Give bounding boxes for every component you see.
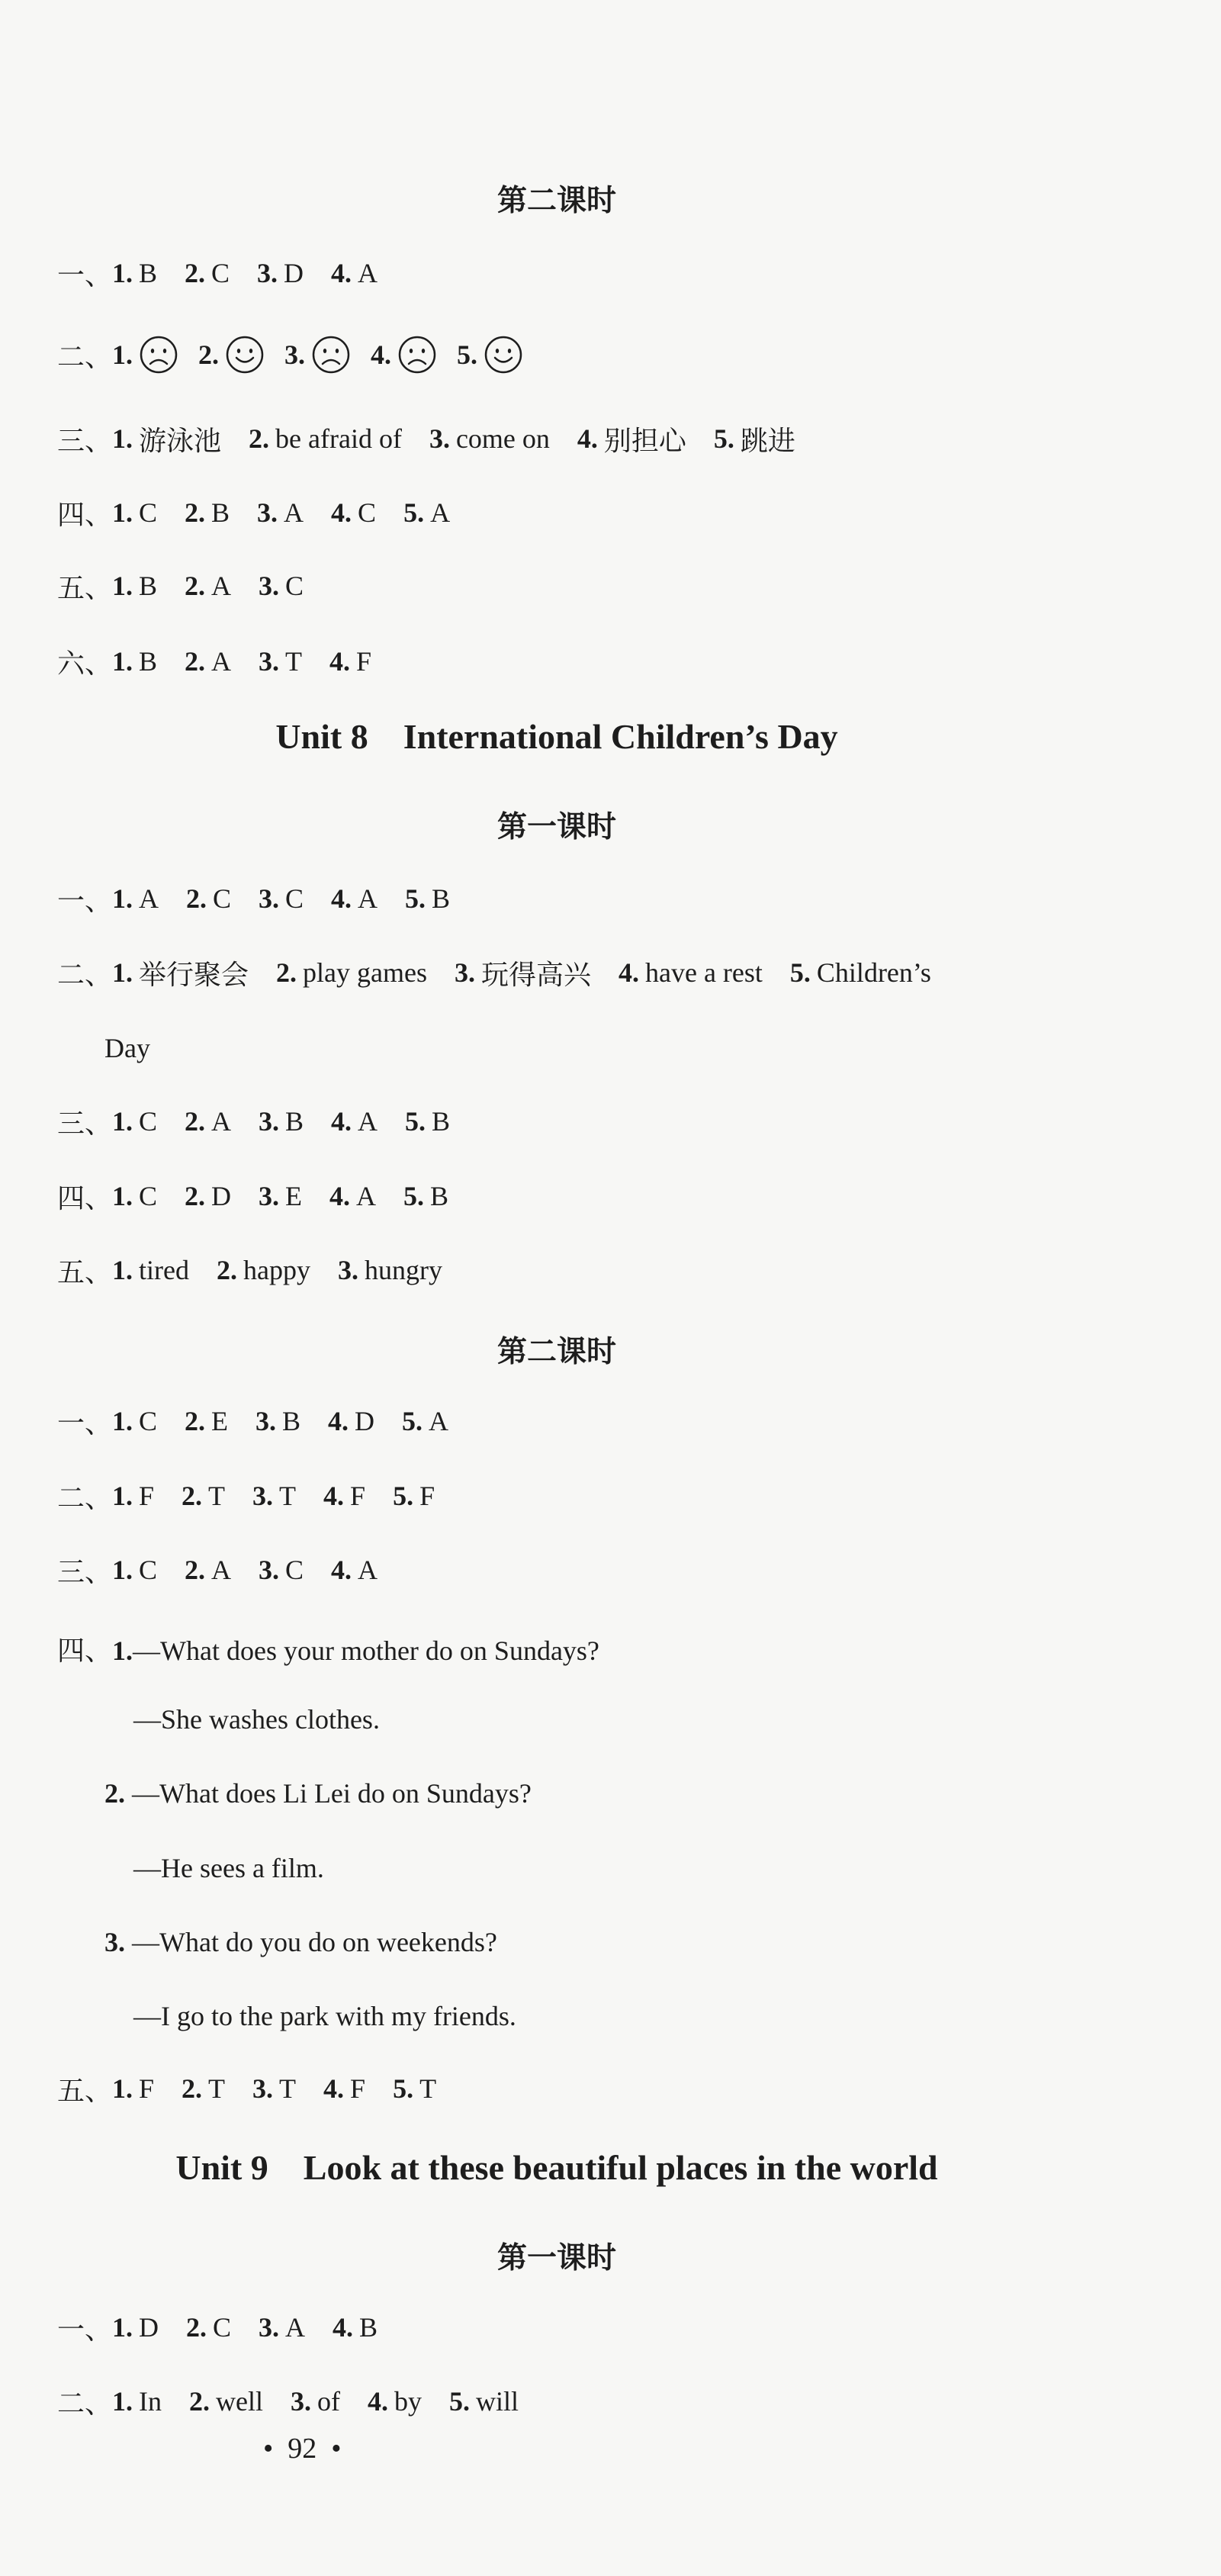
dialog-number: 1.: [112, 1635, 133, 1666]
item-answer: be afraid of: [275, 423, 402, 454]
item-number: 1.: [112, 1106, 133, 1137]
answer-item: [371, 335, 437, 375]
answer-line: [57, 1251, 442, 1289]
item-answer: A: [430, 497, 451, 528]
item-answer: A: [358, 258, 378, 288]
item-number: 4.: [328, 1406, 349, 1436]
item-number: 5.: [405, 1106, 426, 1137]
answer-item: [331, 1554, 378, 1586]
question-prefix: 一、: [57, 2314, 113, 2345]
item-number: 5.: [393, 1481, 414, 1511]
answer-item: [259, 2311, 305, 2343]
item-number: 2.: [182, 1481, 203, 1511]
lesson-heading: 第一课时: [496, 811, 616, 844]
item-number: 2.: [217, 1255, 237, 1285]
item-number: 3.: [257, 497, 278, 528]
page-number: • 92 •: [263, 2433, 342, 2465]
item-answer: B: [430, 1181, 449, 1211]
item-number: 1.: [112, 1406, 133, 1436]
item-answer: B: [432, 1106, 451, 1137]
item-number: 3.: [259, 1181, 280, 1211]
answer-item: [368, 2385, 422, 2417]
item-answer: hungry: [364, 1255, 442, 1285]
item-number: 2.: [185, 497, 206, 528]
answer-item: [112, 1554, 157, 1586]
item-answer: A: [429, 1406, 449, 1436]
item-number: 5.: [457, 339, 478, 370]
item-answer: T: [279, 1481, 297, 1511]
answer-item: [323, 1480, 365, 1512]
answer-item: [112, 257, 157, 289]
answer-continuation: Day: [104, 1033, 150, 1063]
item-answer: A: [356, 1181, 377, 1211]
item-answer: T: [208, 2073, 226, 2104]
answer-line: [57, 567, 304, 605]
item-number: 4.: [371, 339, 392, 370]
item-number: 3.: [284, 339, 306, 370]
answer-item: [186, 2311, 231, 2343]
item-number: 2.: [185, 1106, 206, 1137]
answer-item: [284, 335, 351, 375]
answer-item: [185, 570, 231, 602]
answer-item: [257, 497, 304, 529]
item-answer: D: [355, 1406, 375, 1436]
answer-item: [185, 1405, 228, 1437]
item-number: 4.: [331, 258, 352, 288]
face-answer-line: [57, 336, 543, 374]
answer-item: [259, 1180, 302, 1212]
answer-item: [112, 1254, 189, 1286]
question-prefix: 一、: [57, 885, 113, 916]
question-prefix: 一、: [57, 1407, 113, 1439]
item-answer: well: [216, 2386, 263, 2417]
item-answer: F: [419, 1481, 435, 1511]
item-number: 4.: [577, 423, 598, 454]
item-answer: C: [139, 1106, 158, 1137]
face-items: [112, 335, 543, 375]
answer-item: [291, 2385, 340, 2417]
answer-item: [182, 2073, 225, 2105]
question-prefix: 二、: [57, 959, 113, 990]
item-number: 3.: [257, 258, 278, 288]
item-answer: C: [139, 1181, 158, 1211]
answer-item: [189, 2385, 263, 2417]
item-answer: C: [139, 1555, 158, 1585]
item-number: 3.: [429, 423, 450, 454]
item-answer: C: [211, 258, 230, 288]
answer-item: [393, 2073, 436, 2105]
item-answer: B: [211, 497, 230, 528]
item-answer: F: [350, 1481, 366, 1511]
answer-line: [57, 1102, 450, 1140]
dialog-question: —What do you do on weekends?: [132, 1927, 497, 1957]
item-number: 3.: [259, 1555, 280, 1585]
item-number: 2.: [276, 957, 297, 988]
answer-item: [112, 1180, 157, 1212]
item-number: 4.: [368, 2386, 388, 2417]
item-number: 3.: [259, 883, 280, 914]
item-number: 2.: [198, 339, 220, 370]
item-number: 3.: [252, 2073, 274, 2104]
answer-item: [185, 645, 231, 677]
item-number: 2.: [185, 258, 206, 288]
item-number: 1.: [112, 339, 133, 370]
item-number: 4.: [333, 2312, 354, 2343]
answer-item: [323, 2073, 365, 2105]
dialog-answer: —She washes clothes.: [133, 1704, 380, 1735]
item-answer: Children’s: [816, 957, 931, 988]
answer-item: [257, 257, 304, 289]
item-number: 1.: [112, 883, 133, 914]
question-prefix: 三、: [57, 425, 113, 456]
answer-line: [57, 1402, 448, 1440]
item-number: 3.: [337, 1255, 358, 1285]
item-answer: F: [139, 2073, 155, 2104]
answer-line: [57, 954, 931, 992]
answer-item: [198, 335, 265, 375]
answer-item: [405, 883, 450, 915]
question-prefix: 一、: [57, 259, 113, 291]
answer-item: [112, 645, 157, 677]
item-answer: 玩得高兴: [480, 959, 591, 990]
question-prefix: 二、: [57, 1482, 113, 1513]
answer-item: [186, 883, 231, 915]
answer-item: [112, 2385, 162, 2417]
smiley-face-icon: [225, 335, 265, 375]
question-prefix: 三、: [57, 1556, 113, 1587]
sad-face-icon: [311, 335, 351, 375]
answer-line: [57, 2382, 519, 2420]
item-answer: In: [139, 2386, 162, 2417]
item-answer: T: [208, 1481, 226, 1511]
item-answer: C: [139, 497, 158, 528]
item-answer: A: [139, 883, 159, 914]
item-answer: D: [211, 1181, 232, 1211]
item-number: 2.: [185, 571, 206, 601]
answer-line: [57, 420, 795, 458]
unit-title: Unit 8 International Children’s Day: [275, 717, 838, 756]
dialog-line: [57, 1629, 599, 1668]
answer-item: [249, 423, 402, 455]
item-answer: B: [139, 258, 158, 288]
item-number: 1.: [112, 957, 133, 988]
item-number: 5.: [403, 497, 425, 528]
answer-item: [259, 570, 304, 602]
dialog-answer: —I go to the park with my friends.: [133, 2001, 516, 2031]
item-number: 4.: [329, 646, 351, 677]
item-number: 3.: [291, 2386, 311, 2417]
item-number: 5.: [713, 423, 734, 454]
item-number: 2.: [185, 1406, 206, 1436]
answer-item: [112, 883, 159, 915]
item-answer: A: [211, 1106, 232, 1137]
answer-item: [185, 257, 230, 289]
question-prefix: 四、: [57, 1182, 113, 1214]
answer-item: [393, 1480, 435, 1512]
item-number: 1.: [112, 1255, 133, 1285]
item-number: 1.: [112, 1555, 133, 1585]
item-number: 4.: [323, 1481, 345, 1511]
answer-item: [577, 420, 686, 458]
answer-item: [112, 420, 221, 458]
item-number: 3.: [259, 571, 280, 601]
item-answer: B: [139, 646, 158, 677]
item-number: 1.: [112, 1181, 133, 1211]
item-number: 5.: [402, 1406, 423, 1436]
answer-item: [429, 423, 550, 455]
answer-item: [405, 1105, 450, 1137]
item-number: 3.: [255, 1406, 277, 1436]
item-answer: tired: [139, 1255, 189, 1285]
item-answer: C: [139, 1406, 158, 1436]
item-answer: have a rest: [645, 957, 763, 988]
answer-item: [455, 954, 591, 992]
item-answer: B: [139, 571, 158, 601]
item-answer: A: [358, 883, 378, 914]
item-answer: T: [279, 2073, 297, 2104]
answer-item: [255, 1405, 300, 1437]
item-number: 2.: [185, 1555, 206, 1585]
answer-item: [449, 2385, 519, 2417]
answer-line: [57, 254, 378, 292]
item-number: 4.: [323, 2073, 345, 2104]
item-number: 3.: [252, 1481, 274, 1511]
dialog-number: 2.: [104, 1778, 125, 1809]
answer-item: [185, 1554, 231, 1586]
question-prefix: 二、: [57, 2388, 113, 2419]
answer-item: [259, 1105, 304, 1137]
item-answer: A: [358, 1555, 378, 1585]
dialog-line: [104, 1926, 497, 1958]
item-answer: T: [419, 2073, 437, 2104]
answer-item: [331, 257, 378, 289]
answer-line: [57, 1177, 448, 1215]
answer-item: [252, 2073, 296, 2105]
dialog-answer: —He sees a film.: [133, 1853, 324, 1883]
item-answer: 跳进: [740, 425, 795, 456]
item-answer: B: [359, 2312, 378, 2343]
answer-item: [619, 957, 763, 989]
item-number: 3.: [259, 646, 280, 677]
item-answer: C: [213, 2312, 232, 2343]
question-prefix: 四、: [57, 1635, 113, 1666]
item-answer: F: [356, 646, 372, 677]
answer-line: [57, 642, 371, 680]
item-answer: 游泳池: [139, 425, 222, 456]
question-prefix: 二、: [57, 341, 113, 372]
question-prefix: 三、: [57, 1108, 113, 1139]
answer-item: [185, 1105, 231, 1137]
item-answer: A: [211, 646, 232, 677]
answer-item: [333, 2311, 378, 2343]
answer-item: [112, 1105, 157, 1137]
answer-item: [329, 1180, 376, 1212]
item-number: 2.: [249, 423, 270, 454]
item-number: 4.: [619, 957, 639, 988]
item-number: 2.: [189, 2386, 210, 2417]
answer-line: [57, 2308, 378, 2346]
lesson-heading: 第二课时: [496, 185, 616, 217]
answer-item: [217, 1254, 310, 1286]
item-number: 1.: [112, 2073, 133, 2104]
dialog-line: [104, 1777, 532, 1809]
answer-item: [259, 645, 302, 677]
item-number: 4.: [331, 497, 352, 528]
answer-item: [328, 1405, 374, 1437]
item-answer: C: [285, 571, 304, 601]
item-number: 1.: [112, 2386, 133, 2417]
item-answer: E: [285, 1181, 303, 1211]
item-answer: A: [211, 571, 232, 601]
item-answer: T: [285, 646, 303, 677]
answer-item: [329, 645, 371, 677]
answer-line: [57, 880, 450, 918]
dialog-question: —What does your mother do on Sundays?: [133, 1635, 599, 1666]
question-prefix: 四、: [57, 499, 113, 530]
answer-item: [112, 2311, 159, 2343]
item-number: 5.: [449, 2386, 470, 2417]
item-answer: D: [284, 258, 304, 288]
answer-item: [112, 1480, 154, 1512]
item-answer: B: [285, 1106, 304, 1137]
item-answer: by: [394, 2386, 422, 2417]
answer-item: [112, 954, 249, 992]
answer-line: [57, 2069, 436, 2108]
answer-item: [331, 1105, 378, 1137]
question-prefix: 五、: [57, 572, 113, 603]
answer-line: [57, 1477, 435, 1515]
item-answer: C: [358, 497, 377, 528]
item-answer: 别担心: [603, 425, 686, 456]
answer-item: [403, 497, 450, 529]
answer-item: [403, 1180, 448, 1212]
answer-line: [57, 494, 450, 532]
answer-item: [790, 957, 931, 989]
answer-item: [331, 497, 376, 529]
question-prefix: 五、: [57, 2075, 113, 2106]
item-number: 4.: [331, 1106, 352, 1137]
unit-title: Unit 9 Look at these beautiful places in the world: [175, 2148, 938, 2187]
item-number: 2.: [185, 646, 206, 677]
item-answer: F: [350, 2073, 366, 2104]
item-answer: will: [476, 2386, 519, 2417]
item-number: 3.: [259, 2312, 280, 2343]
item-number: 5.: [789, 957, 811, 988]
answer-item: [457, 335, 523, 375]
answer-item: [259, 883, 304, 915]
item-answer: come on: [455, 423, 550, 454]
answer-item: [112, 2073, 154, 2105]
item-answer: E: [211, 1406, 229, 1436]
dialog-number: 3.: [104, 1927, 125, 1957]
item-number: 4.: [329, 1181, 351, 1211]
item-number: 1.: [112, 258, 133, 288]
dialog-question: —What does Li Lei do on Sundays?: [132, 1778, 532, 1809]
item-answer: D: [139, 2312, 159, 2343]
answer-item: [331, 883, 378, 915]
lesson-heading: 第二课时: [496, 1336, 616, 1368]
question-prefix: 五、: [57, 1256, 113, 1288]
item-number: 5.: [393, 2073, 414, 2104]
item-answer: B: [432, 883, 451, 914]
item-answer: C: [285, 1555, 304, 1585]
sad-face-icon: [397, 335, 437, 375]
item-answer: B: [282, 1406, 301, 1436]
item-answer: A: [285, 2312, 306, 2343]
item-number: 3.: [259, 1106, 280, 1137]
item-number: 2.: [186, 883, 207, 914]
item-number: 4.: [331, 1555, 352, 1585]
answer-item: [402, 1405, 448, 1437]
item-number: 2.: [185, 1181, 206, 1211]
item-answer: C: [285, 883, 304, 914]
item-number: 5.: [405, 883, 426, 914]
item-number: 1.: [112, 571, 133, 601]
answer-item: [252, 1480, 296, 1512]
answer-item: [185, 1180, 231, 1212]
item-number: 1.: [112, 646, 133, 677]
answer-item: [112, 335, 178, 375]
answer-item: [112, 570, 157, 602]
item-answer: A: [284, 497, 304, 528]
lesson-heading: 第一课时: [496, 2242, 616, 2275]
item-answer: A: [358, 1106, 378, 1137]
item-number: 3.: [454, 957, 475, 988]
answer-item: [182, 1480, 225, 1512]
item-answer: play games: [303, 957, 427, 988]
item-number: 1.: [112, 497, 133, 528]
item-number: 5.: [403, 1181, 425, 1211]
item-answer: A: [211, 1555, 232, 1585]
item-answer: of: [317, 2386, 340, 2417]
smiley-face-icon: [484, 335, 523, 375]
answer-item: [112, 497, 157, 529]
item-answer: 举行聚会: [139, 959, 249, 990]
answer-item: [112, 1405, 157, 1437]
answer-item: [338, 1254, 442, 1286]
item-number: 2.: [186, 2312, 207, 2343]
sad-face-icon: [139, 335, 178, 375]
item-number: 1.: [112, 423, 133, 454]
item-number: 2.: [182, 2073, 203, 2104]
answer-item: [259, 1554, 304, 1586]
answer-item: [276, 957, 427, 989]
item-answer: happy: [243, 1255, 310, 1285]
item-number: 1.: [112, 2312, 133, 2343]
item-number: 1.: [112, 1481, 133, 1511]
answer-item: [185, 497, 230, 529]
item-number: 4.: [331, 883, 352, 914]
item-answer: F: [139, 1481, 155, 1511]
question-prefix: 六、: [57, 648, 113, 679]
answer-line: [57, 1551, 378, 1589]
answer-item: [714, 420, 795, 458]
item-answer: C: [213, 883, 232, 914]
